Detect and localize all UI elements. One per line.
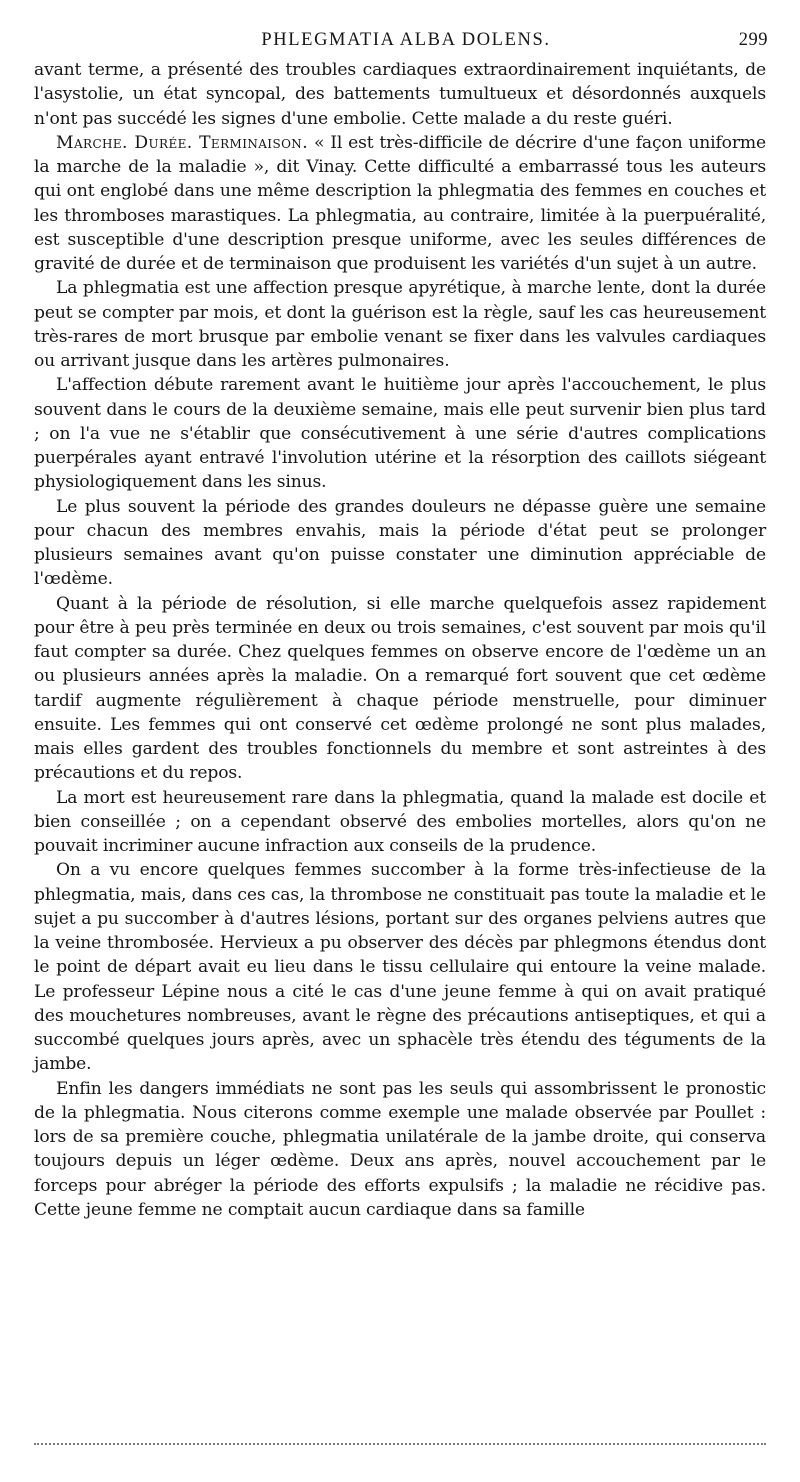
- paragraph: [34, 858, 766, 1076]
- running-title: PHLEGMATIA ALBA DOLENS.: [261, 30, 551, 50]
- paragraph-text: « Il est très-difficile de décrire d'une façon uniforme la marche de la maladie », dit Vinay. Cette difficulté a embarrassé tous les auteurs qui ont englobé dans une même description la phlegmatia des femmes en couches et les thromboses marastiques. La phlegmatia, au contraire, limitée à la puerpuéralité, est susceptible d'une description presque uniforme, avec les seules différences de gravité de durée et de terminaison que produisent les variétés d'un sujet à un autre.: [34, 132, 766, 274]
- paragraph: [34, 373, 766, 494]
- page-number: 299: [738, 30, 768, 50]
- paragraph-text: avant terme, a présenté des troubles cardiaques extraordinairement inquiétants, de l'asystolie, un état syncopal, des battements tumultueux et désordonnés auxquels n'ont pas succédé les signes d'une embolie. Cette malade a du reste guéri.: [34, 60, 766, 129]
- paragraph-marche: [34, 131, 766, 277]
- paragraph-text: Quant à la période de résolution, si elle marche quelquefois assez rapidement pour être à peu près terminée en deux ou trois semaines, c'est souvent par mois qu'il faut compter sa durée. Chez quelques femmes on observe encore de l'œdème un an ou plusieurs années après la maladie. On a remarqué fort souvent que cet œdème tardif augmente régulièrement à chaque période menstruelle, pour diminuer ensuite. Les femmes qui ont conservé cet œdème prolongé ne sont plus malades, mais elles gardent des troubles fonctionnels du membre et sont astreintes à des précautions et du repos.: [34, 593, 766, 784]
- paragraph-text: La phlegmatia est une affection presque apyrétique, à marche lente, dont la durée peut se compter par mois, et dont la guérison est la règle, sauf les cas heureusement très-rares de mort brusque par embolie venant se fixer dans les valvules cardiaques ou arrivant jusque dans les artères pulmonaires.: [34, 278, 766, 371]
- paragraph: [34, 592, 766, 786]
- body-text: [34, 58, 766, 1222]
- page-header: [34, 28, 766, 58]
- paragraph: [34, 276, 766, 373]
- paragraph: [34, 786, 766, 859]
- footer-dotted-rule: [34, 1443, 766, 1445]
- book-page: [34, 28, 766, 1222]
- paragraph-text: On a vu encore quelques femmes succomber à la forme très-infectieuse de la phlegmatia, mais, dans ces cas, la thrombose ne constituait pas toute la maladie et le sujet a pu succomber à d'autres lésions, portant sur des organes pelviens autres que la veine thrombosée. Hervieux a pu observer des décès par phlegmons étendus dont le point de départ avait eu lieu dans le tissu cellulaire qui entoure la veine malade. Le professeur Lépine nous a cité le cas d'une jeune femme à qui on avait pratiqué des mouchetures nombreuses, avant le règne des précautions antiseptiques, et qui a succombé quelques jours après, avec un sphacèle très étendu des téguments de la jambe.: [34, 860, 766, 1075]
- section-heading: Marche. Durée. Terminaison.: [56, 132, 309, 153]
- paragraph-text: L'affection débute rarement avant le huitième jour après l'accouchement, le plus souvent dans le cours de la deuxième semaine, mais elle peut survenir bien plus tard ; on l'a vue ne s'établir que consécutivement à une série d'autres complications puerpérales ayant entravé l'involution utérine et la résorption des caillots siégeant physiologiquement dans les sinus.: [34, 375, 766, 493]
- paragraph-text: Le plus souvent la période des grandes douleurs ne dépasse guère une semaine pour chacun des membres envahis, mais la période d'état peut se prolonger plusieurs semaines avant qu'on puisse constater une diminution appréciable de l'œdème.: [34, 496, 766, 590]
- paragraph: [34, 495, 766, 592]
- paragraph-text: Enfin les dangers immédiats ne sont pas les seuls qui assombrissent le pronostic de la phlegmatia. Nous citerons comme exemple une malade observée par Poullet : lors de sa première couche, phlegmatia unilatérale de la jambe droite, qui conserva toujours depuis un léger œdème. Deux ans après, nouvel accouchement par le forceps pour abréger la période des efforts expulsifs ; la maladie ne récidive pas. Cette jeune femme ne comptait aucun cardiaque dans sa famille: [34, 1078, 766, 1220]
- paragraph: [34, 1077, 766, 1223]
- paragraph-continuation: [34, 58, 766, 131]
- paragraph-text: La mort est heureusement rare dans la phlegmatia, quand la malade est docile et bien conseillée ; on a cependant observé des embolies mortelles, alors qu'on ne pouvait incriminer aucune infraction aux conseils de la prudence.: [34, 787, 766, 856]
